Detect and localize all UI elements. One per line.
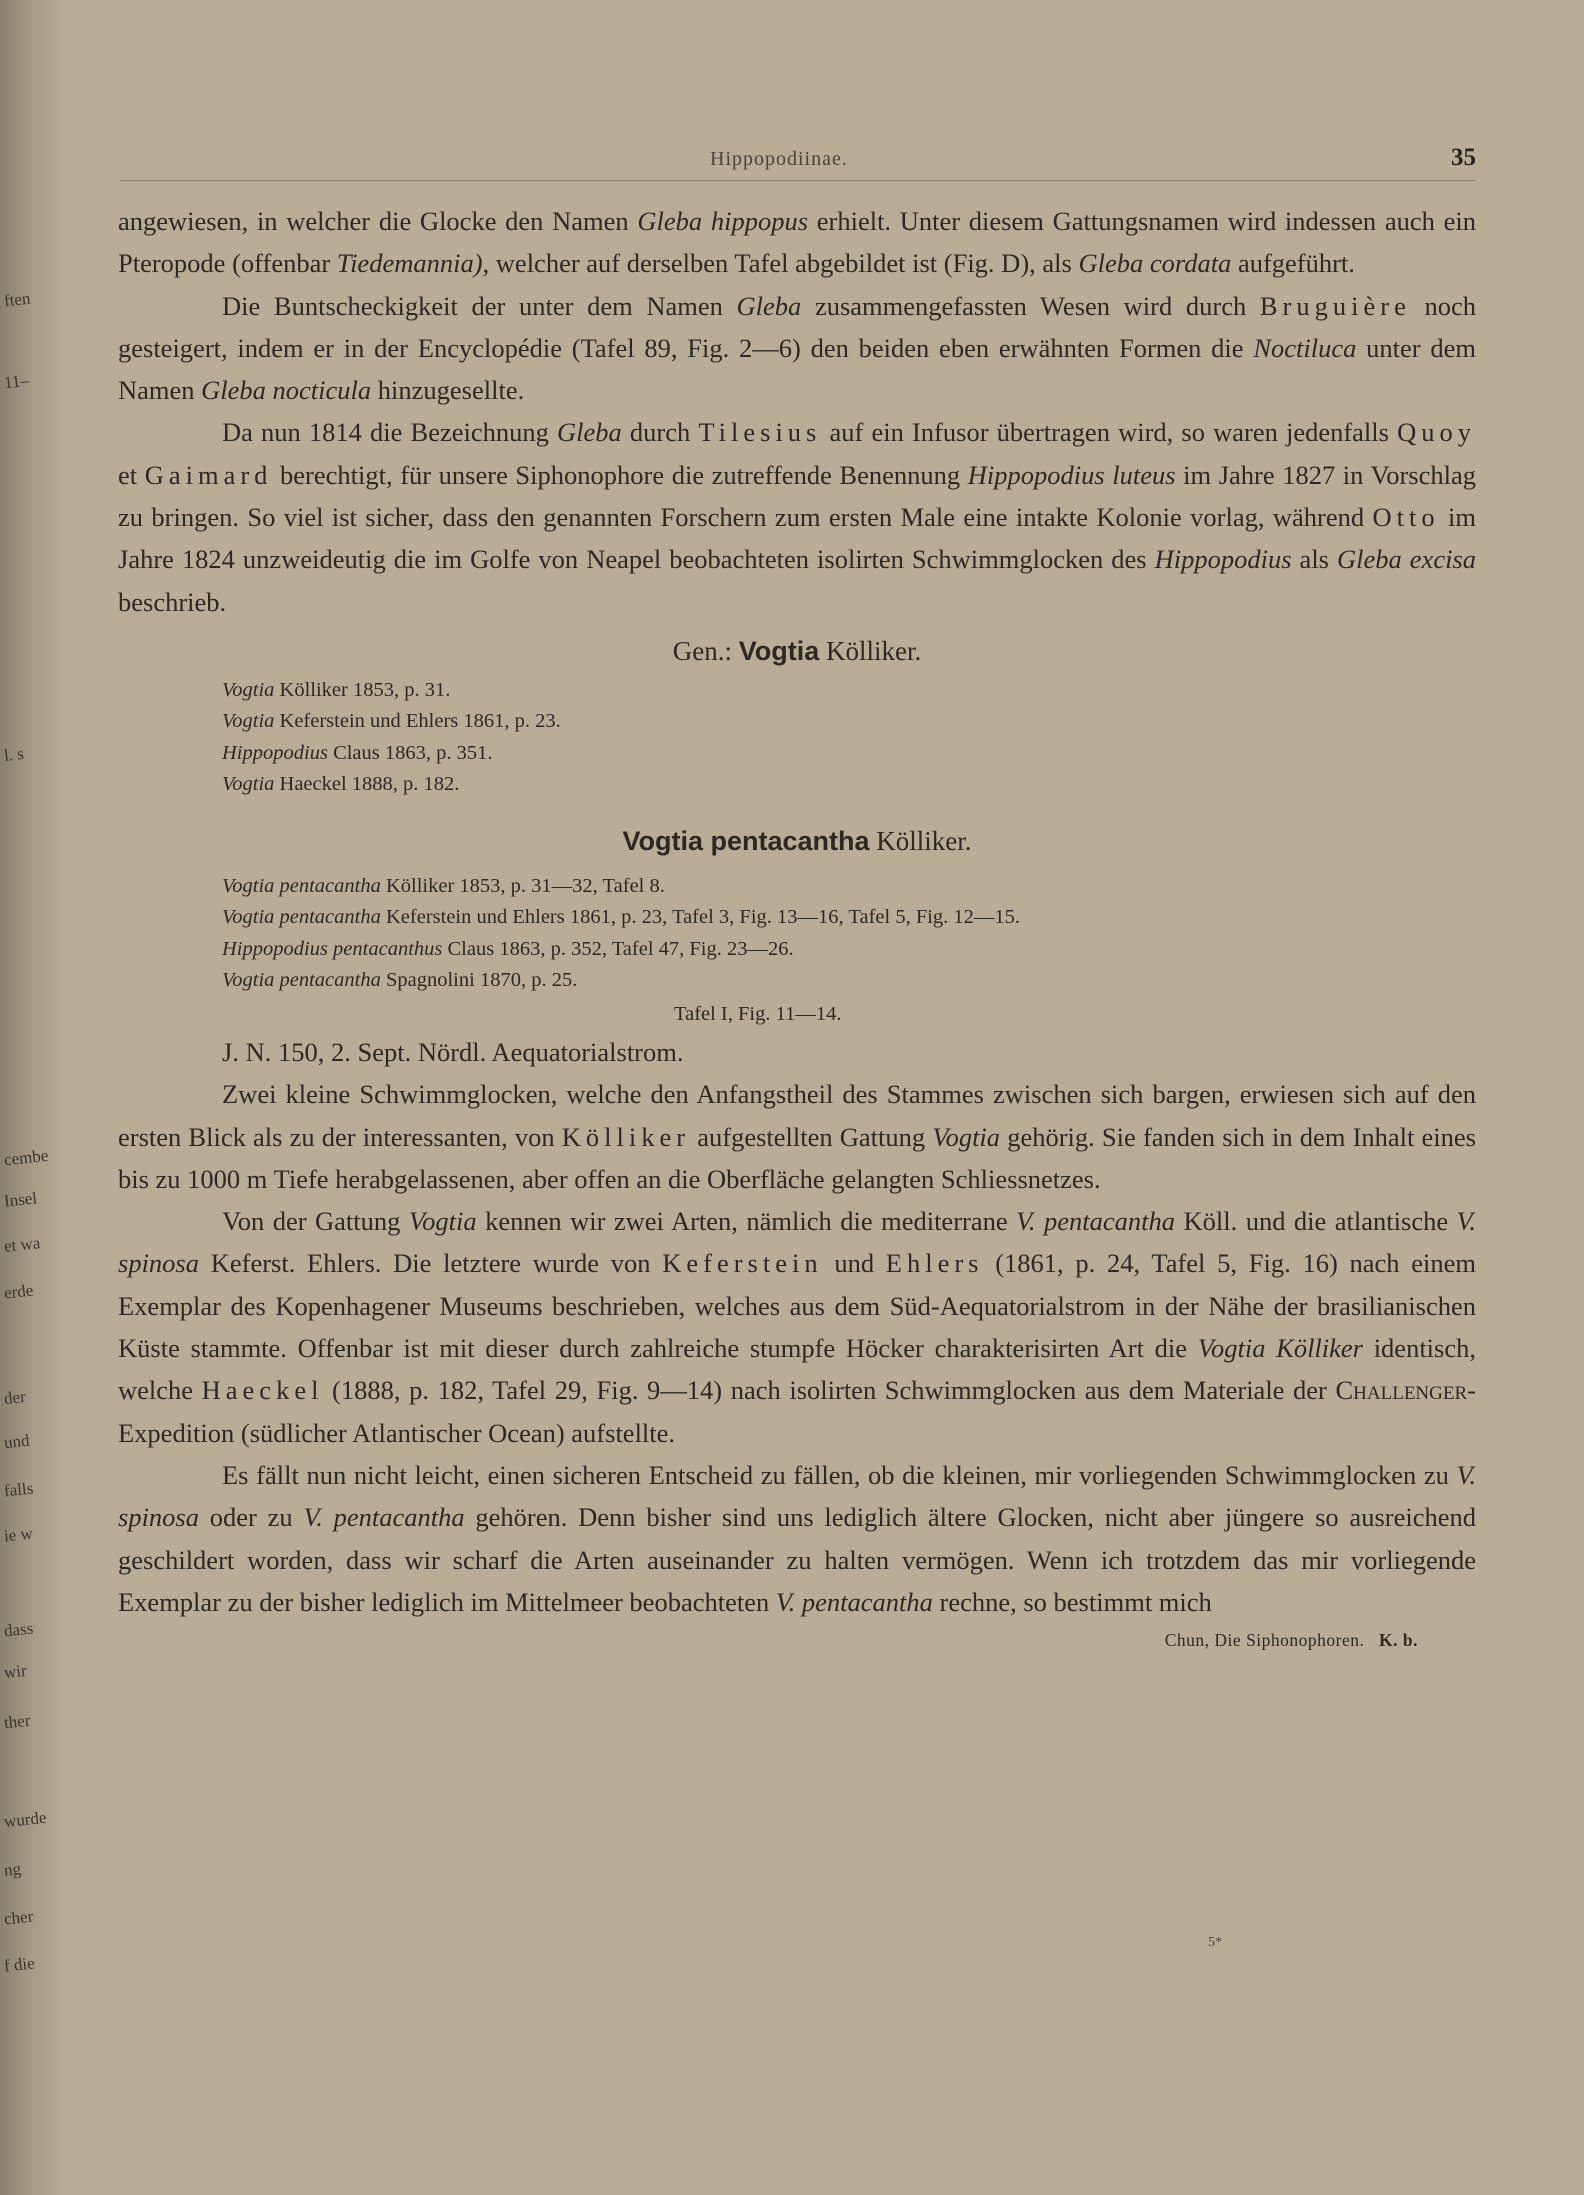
- gutter-fragment: l. s: [3, 744, 25, 765]
- book-gutter: [0, 0, 62, 2195]
- gutter-fragment: 11–: [3, 370, 30, 393]
- synonym-entry: Vogtia Keferstein und Ehlers 1861, p. 23.: [222, 710, 561, 733]
- footer-line: [118, 1623, 1476, 1657]
- gutter-fragment: erde: [3, 1280, 35, 1303]
- plate-reference: Tafel I, Fig. 11—14.: [674, 1002, 842, 1025]
- paragraph: angewiesen, in welcher die Glocke den Namen Gleba hippopus erhielt. Unter diesem Gattungsnamen wird indessen auch ein Pteropode (offenbar Tiedemannia), welcher auf derselben Tafel abgebildet ist (Fig. D), als Gleba cordata aufgeführt.: [118, 206, 1476, 279]
- gutter-fragment: der: [3, 1386, 27, 1409]
- paragraph: Von der Gattung Vogtia kennen wir zwei Arten, nämlich die mediterrane V. pentacantha Köll. und die atlantische V. spinosa Keferst. Ehlers. Die letztere wurde von Keferstein und Ehlers (1861, p. 24, Tafel 5, Fig. 16) nach einem Exemplar des Kopenhagener Museums beschrieben, welches aus dem Süd-Aequatorialstrom in der Nähe der brasilianischen Küste stammte. Offenbar ist mit dieser durch zahlreiche stumpfe Höcker charakterisirten Art die Vogtia Kölliker identisch, welche Haeckel (1888, p. 182, Tafel 29, Fig. 9—14) nach isolirten Schwimmglocken aus dem Materiale der Challenger-Expedition (südlicher Atlantischer Ocean) aufstellte.: [118, 1206, 1476, 1448]
- paragraph: Da nun 1814 die Bezeichnung Gleba durch Tilesius auf ein Infusor übertragen wird, so waren jedenfalls Quoy et Gaimard berechtigt, für unsere Siphonophore die zutreffende Benennung Hippopodius luteus im Jahre 1827 in Vorschlag zu bringen. So viel ist sicher, dass den genannten Forschern zum ersten Male eine intakte Kolonie vorlag, während Otto im Jahre 1824 unzweideutig die im Golfe von Neapel beobachteten isolirten Schwimmglocken des Hippopodius als Gleba excisa beschrieb.: [118, 417, 1477, 617]
- page-body: [118, 200, 1476, 1657]
- synonym-entry: Hippopodius pentacanthus Claus 1863, p. 352, Tafel 47, Fig. 23—26.: [222, 937, 794, 960]
- gutter-fragment: cembe: [3, 1145, 50, 1170]
- paragraph: Zwei kleine Schwimmglocken, welche den Anfangstheil des Stammes zwischen sich bargen, erwiesen sich auf den ersten Blick als zu der interessanten, von Kölliker aufgestellten Gattung Vogtia gehörig. Sie fanden sich in dem Inhalt eines bis zu 1000 m Tiefe herabgelassenen, aber offen an die Oberfläche gelangten Schliessnetzes.: [118, 1079, 1476, 1194]
- synonym-entry: Vogtia pentacantha Keferstein und Ehlers 1861, p. 23, Tafel 3, Fig. 13—16, Tafel 5, Fig. 12—15.: [222, 906, 1021, 929]
- gutter-fragment: Insel: [3, 1188, 38, 1211]
- sheet-signature: 5*: [1208, 1935, 1222, 1950]
- page-header: [120, 140, 1476, 181]
- synonym-entry: Vogtia Kölliker 1853, p. 31.: [222, 678, 451, 701]
- footer-section: K. b.: [1379, 1630, 1418, 1651]
- genus-synonymy: [118, 675, 1476, 801]
- synonym-entry: Vogtia pentacantha Spagnolini 1870, p. 25.: [222, 969, 578, 992]
- gutter-fragment: ften: [3, 288, 32, 311]
- footer-source: Chun, Die Siphonophoren.: [1164, 1630, 1365, 1651]
- gutter-fragment: f die: [3, 1953, 36, 1976]
- page-number: 35: [1451, 144, 1476, 171]
- gutter-fragment: dass: [3, 1618, 35, 1641]
- gutter-fragment: wurde: [3, 1807, 48, 1832]
- gutter-fragment: ie w: [3, 1523, 34, 1546]
- gutter-fragment: ng: [3, 1859, 22, 1880]
- running-head: Hippopodiinae.: [710, 148, 848, 170]
- gutter-fragment: ther: [3, 1710, 32, 1733]
- gutter-fragment: et wa: [3, 1233, 42, 1256]
- paragraph: Die Buntscheckigkeit der unter dem Namen Gleba zusammengefassten Wesen wird durch Bruguière noch gesteigert, indem er in der Encyclopédie (Tafel 89, Fig. 2—6) den beiden eben erwähnten Formen die Noctiluca unter dem Namen Gleba nocticula hinzugesellte.: [118, 290, 1477, 406]
- synonym-entry: Vogtia Haeckel 1888, p. 182.: [222, 773, 460, 796]
- synonym-entry: Vogtia pentacantha Kölliker 1853, p. 31—32, Tafel 8.: [222, 874, 665, 897]
- station-line: J. N. 150, 2. Sept. Nördl. Aequatorialstrom.: [222, 1036, 684, 1067]
- species-heading: Vogtia pentacantha Kölliker.: [622, 825, 972, 856]
- species-synonymy: [118, 871, 1476, 1031]
- paragraph: Es fällt nun nicht leicht, einen sicheren Entscheid zu fällen, ob die kleinen, mir vorliegenden Schwimmglocken zu V. spinosa oder zu V. pentacantha gehören. Denn bisher sind uns lediglich ältere Glocken, nicht aber jüngere so ausreichend geschildert worden, dass wir scharf die Arten auseinander zu halten vermögen. Wenn ich trotzdem das mir vorliegende Exemplar zu der bisher lediglich im Mittelmeer beobachteten V. pentacantha rechne, so bestimmt mich: [118, 1459, 1476, 1617]
- gutter-fragment: cher: [3, 1906, 35, 1929]
- gutter-fragment: wir: [3, 1660, 28, 1683]
- synonym-entry: Hippopodius Claus 1863, p. 351.: [222, 741, 493, 764]
- gutter-fragment: und: [3, 1430, 31, 1453]
- genus-heading: Gen.: Vogtia Kölliker.: [672, 635, 922, 666]
- gutter-fragment: falls: [3, 1478, 35, 1501]
